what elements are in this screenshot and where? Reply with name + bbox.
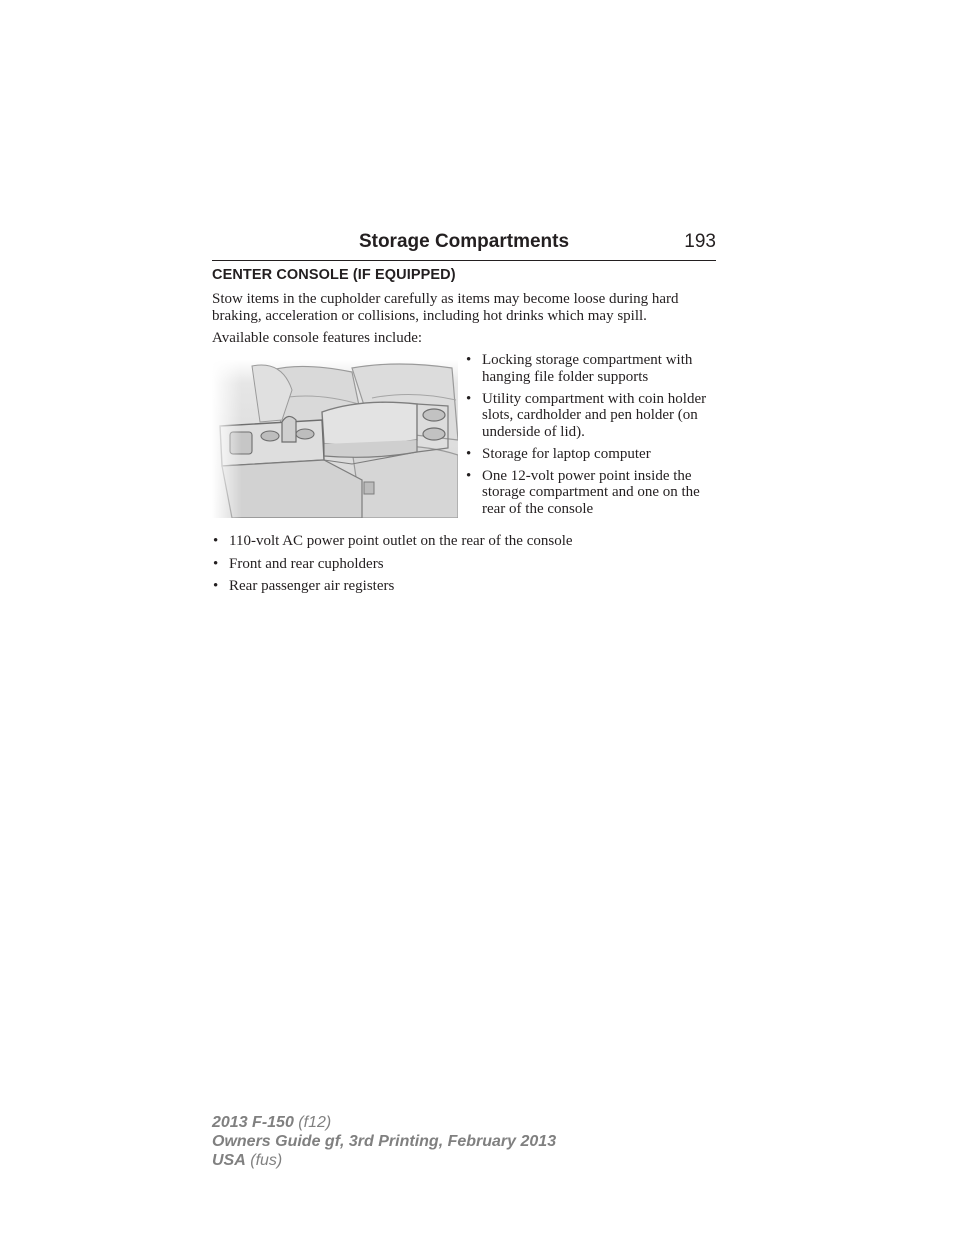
list-item-text: Utility compartment with coin holder slots, cardholder and pen holder (on underside of lid).	[482, 390, 707, 440]
section-subheading: CENTER CONSOLE (IF EQUIPPED)	[212, 267, 456, 283]
list-item	[465, 352, 719, 385]
bullet-icon: •	[466, 390, 472, 407]
bullet-icon: •	[466, 352, 472, 368]
list-item	[212, 556, 712, 573]
footer-market-line	[212, 1151, 556, 1170]
footer-guide: Owners Guide gf, 3rd Printing, February 2013	[212, 1133, 557, 1150]
list-item	[212, 578, 712, 595]
features-list-beside-image	[465, 352, 719, 523]
bullet-icon: •	[466, 467, 472, 484]
bullet-icon: •	[213, 555, 219, 572]
page-header	[212, 228, 716, 261]
list-item	[212, 533, 712, 550]
list-item	[465, 446, 719, 463]
features-intro: Available console features include:	[212, 330, 423, 346]
list-item-text: Locking storage compartment with hanging file folder supports	[482, 352, 693, 385]
center-console-illustration	[212, 360, 458, 518]
list-item-text: Front and rear cupholders	[229, 555, 384, 572]
footer-model-line	[212, 1113, 556, 1132]
list-item-text: One 12-volt power point inside the storage compartment and one on the rear of the console	[482, 467, 700, 517]
intro-paragraph: Stow items in the cupholder carefully as items may become loose during hard braking, acceleration or collisions, including hot drinks which may spill.	[212, 291, 679, 324]
footer-market: USA	[212, 1152, 246, 1169]
features-list-below-image	[212, 533, 712, 601]
section-title: Storage Compartments	[358, 231, 570, 252]
bullet-icon: •	[213, 578, 219, 594]
footer-guide-line	[212, 1132, 556, 1151]
list-item-text: 110-volt AC power point outlet on the rear of the console	[229, 533, 573, 549]
bullet-icon: •	[466, 445, 472, 462]
footer-market-code: (fus)	[250, 1152, 283, 1169]
list-item-text: Rear passenger air registers	[229, 578, 395, 594]
page-number: 193	[684, 231, 716, 252]
footer-model: 2013 F-150	[212, 1114, 294, 1131]
list-item	[465, 391, 719, 441]
bullet-icon: •	[213, 533, 219, 549]
footer-model-code: (f12)	[298, 1114, 332, 1131]
list-item	[465, 468, 719, 518]
page-footer	[212, 1113, 556, 1170]
list-item-text: Storage for laptop computer	[482, 445, 651, 462]
